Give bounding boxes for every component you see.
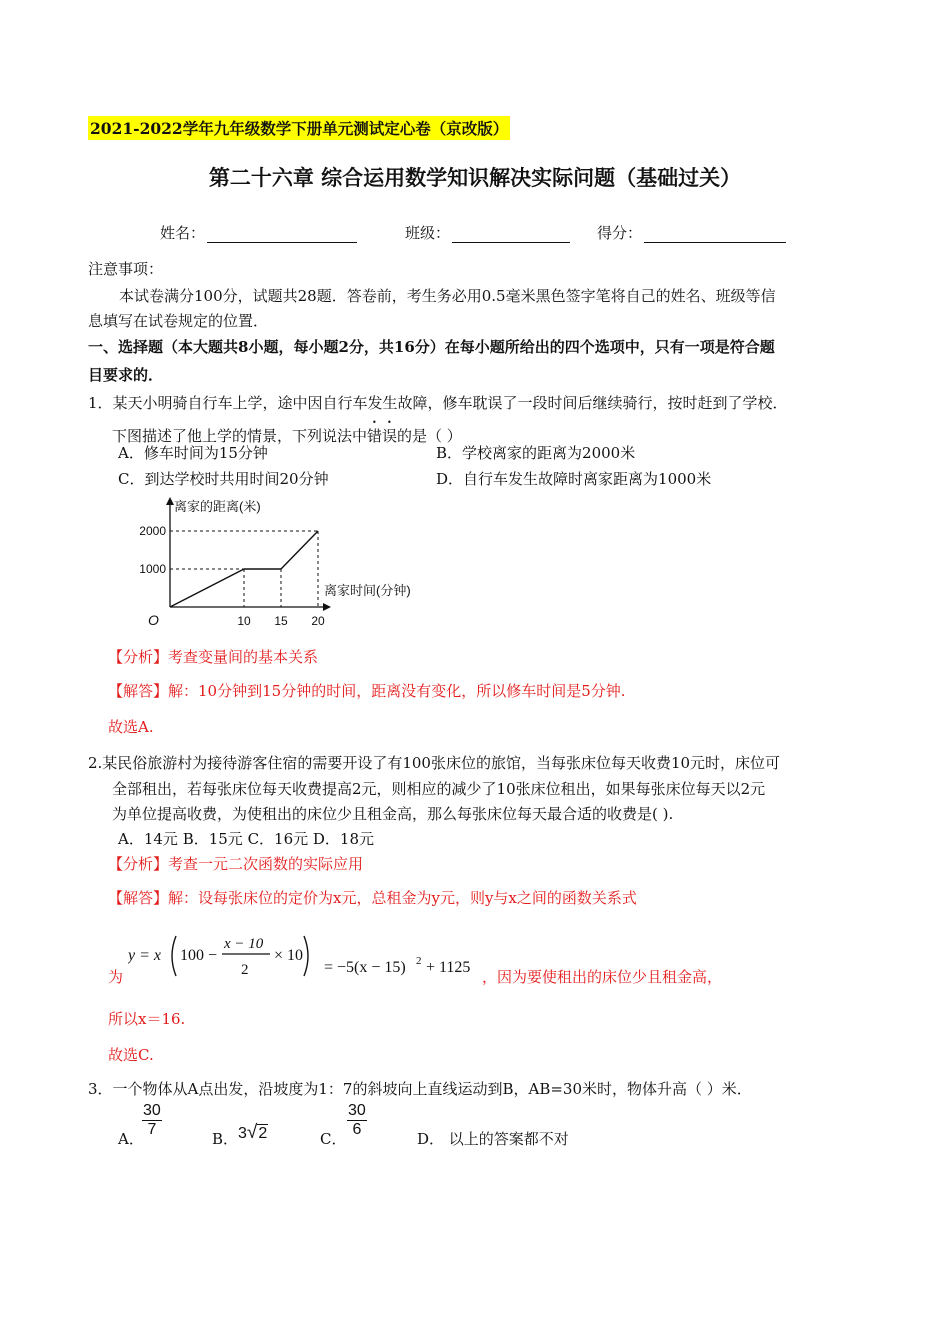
q1-analysis — [108, 646, 318, 667]
y-axis-arrow-icon — [166, 497, 174, 505]
formula-right-paren — [304, 936, 308, 976]
q1-choice: 故选A. — [108, 718, 154, 736]
q3-option-c-fraction[interactable] — [347, 1102, 367, 1139]
q2-wei: 为 — [108, 968, 124, 986]
q1-analysis-tag: 【分析】 — [108, 648, 169, 666]
q3-b-radicand: 2 — [258, 1125, 268, 1142]
series-title: 2021-2022学年九年级数学下册单元测试定心卷（京改版） — [88, 116, 510, 140]
q2-analysis-tag: 【分析】 — [108, 855, 169, 873]
q1-emphasis: 错误 — [367, 427, 398, 445]
sqrt-icon: √ — [246, 1122, 258, 1143]
x-tick-label: 10 — [237, 614, 251, 628]
formula-times: × 10 — [274, 947, 304, 964]
notice-heading: 注意事项： — [88, 260, 164, 278]
q3-option-c-label[interactable]: C． — [320, 1130, 347, 1148]
q3-a-denominator: 7 — [147, 1121, 157, 1138]
formula-left-paren — [172, 936, 176, 976]
formula-numerator: x − 10 — [224, 936, 264, 952]
name-label: 姓名： — [160, 224, 206, 242]
q1-analysis-text: 考查变量间的基本关系 — [168, 648, 319, 666]
chapter-title: 第二十六章 综合运用数学知识解决实际问题（基础过关） — [208, 165, 742, 190]
q3-option-d[interactable]: D． 以上的答案都不对 — [417, 1130, 569, 1148]
x-tick-label: 15 — [274, 614, 288, 628]
series-segment — [281, 531, 318, 569]
q1-option-b[interactable]: B．学校离家的距离为2000米 — [436, 444, 636, 462]
section-heading-line-2: 目要求的． — [88, 366, 164, 384]
q1-option-d[interactable]: D．自行车发生故障时离家距离为1000米 — [436, 470, 712, 488]
name-blank[interactable] — [207, 228, 357, 243]
notice-line-1: 本试卷满分100分，试题共28题．答卷前，考生务必用0.5毫米黑色签字笔将自己的姓名、班级等信 — [119, 287, 776, 305]
q2-so: 所以x＝16. — [108, 1010, 186, 1028]
class-field[interactable] — [405, 222, 570, 243]
q2-choice: 故选C. — [108, 1046, 154, 1064]
q2-formula — [128, 930, 488, 982]
formula-exponent: 2 — [416, 955, 422, 967]
class-label: 班级： — [405, 224, 451, 242]
class-blank[interactable] — [452, 228, 570, 243]
q3-c-numerator: 30 — [348, 1102, 366, 1119]
x-axis-label: 离家时间(分钟) — [324, 583, 411, 598]
q1-answer-tag: 【解答】 — [108, 682, 169, 700]
y-tick-label: 2000 — [139, 524, 166, 538]
q3-option-a-label[interactable]: A． — [118, 1130, 144, 1148]
x-axis-arrow-icon — [323, 603, 331, 611]
formula-denominator: 2 — [241, 962, 249, 978]
q2-answer-tag: 【解答】 — [108, 889, 169, 907]
x-tick-label: 20 — [311, 614, 325, 628]
q2-stem-line-1: 2.某民俗旅游村为接待游客住宿的需要开设了有100张床位的旅馆，当每张床位每天收费10元时，床位可 — [88, 754, 781, 772]
q1-stem-pre: 下图描述了他上学的情景，下列说法中 — [112, 427, 368, 445]
formula-100: 100 − — [180, 947, 218, 964]
q1-stem-line-1: 1．某天小明骑自行车上学，途中因自行车发生故障，修车耽误了一段时间后继续骑行，按时赶到了学校． — [88, 394, 788, 412]
notice-line-2: 息填写在试卷规定的位置． — [88, 312, 269, 330]
q3-c-denominator: 6 — [352, 1121, 362, 1138]
q1-answer — [108, 680, 626, 701]
q2-options[interactable]: A．14元 B．15元 C．16元 D．18元 — [118, 830, 375, 848]
q2-analysis-text: 考查一元二次函数的实际应用 — [168, 855, 364, 873]
q2-analysis — [108, 853, 363, 874]
q2-answer-text: 解：设每张床位的定价为x元，总租金为y元，则y与x之间的函数关系式 — [168, 889, 637, 907]
score-label: 得分： — [597, 224, 643, 242]
y-tick-label: 1000 — [139, 562, 166, 576]
q2-reason: ，因为要使租出的床位少且租金高， — [482, 968, 723, 986]
formula-lhs: y = x — [128, 947, 161, 964]
q3-stem: 3．一个物体从A点出发，沿坡度为1：7的斜坡向上直线运动到B，AB=30米时，物体升高（ ）米． — [88, 1080, 752, 1098]
q3-b-coefficient: 3 — [238, 1125, 247, 1142]
q1-stem-post: 的是（ ） — [397, 427, 462, 445]
q1-option-c[interactable]: C．到达学校时共用时间20分钟 — [118, 470, 329, 488]
q1-option-a[interactable]: A．修车时间为15分钟 — [118, 444, 268, 462]
q3-option-b-value[interactable] — [238, 1122, 268, 1144]
score-blank[interactable] — [644, 228, 786, 243]
q3-a-numerator: 30 — [143, 1102, 161, 1119]
formula-constant: + 1125 — [426, 959, 471, 976]
q2-stem-line-2: 全部租出，若每张床位每天收费提高2元，则相应的减少了10张床位租出，如果每张床位每天以2元 — [112, 780, 766, 798]
y-axis-label: 离家的距离(米) — [174, 499, 261, 514]
score-field[interactable] — [597, 222, 786, 243]
name-field[interactable] — [160, 222, 357, 243]
origin-label: O — [148, 612, 159, 628]
q3-option-b-label[interactable]: B． — [212, 1130, 239, 1148]
series-segment — [170, 569, 244, 607]
section-heading-line-1: 一、选择题（本大题共8小题，每小题2分，共16分）在每小题所给出的四个选项中，只有一项是符合题 — [88, 338, 775, 356]
q2-answer — [108, 887, 637, 908]
formula-rhs: = −5(x − 15) — [324, 959, 406, 976]
q1-answer-text: 解：10分钟到15分钟的时间，距离没有变化，所以修车时间是5分钟. — [168, 682, 626, 700]
distance-time-chart — [128, 495, 428, 635]
q3-option-a-fraction[interactable] — [142, 1102, 162, 1139]
q2-stem-line-3: 为单位提高收费，为使租出的床位少且租金高，那么每张床位每天最合适的收费是( ). — [112, 805, 674, 823]
